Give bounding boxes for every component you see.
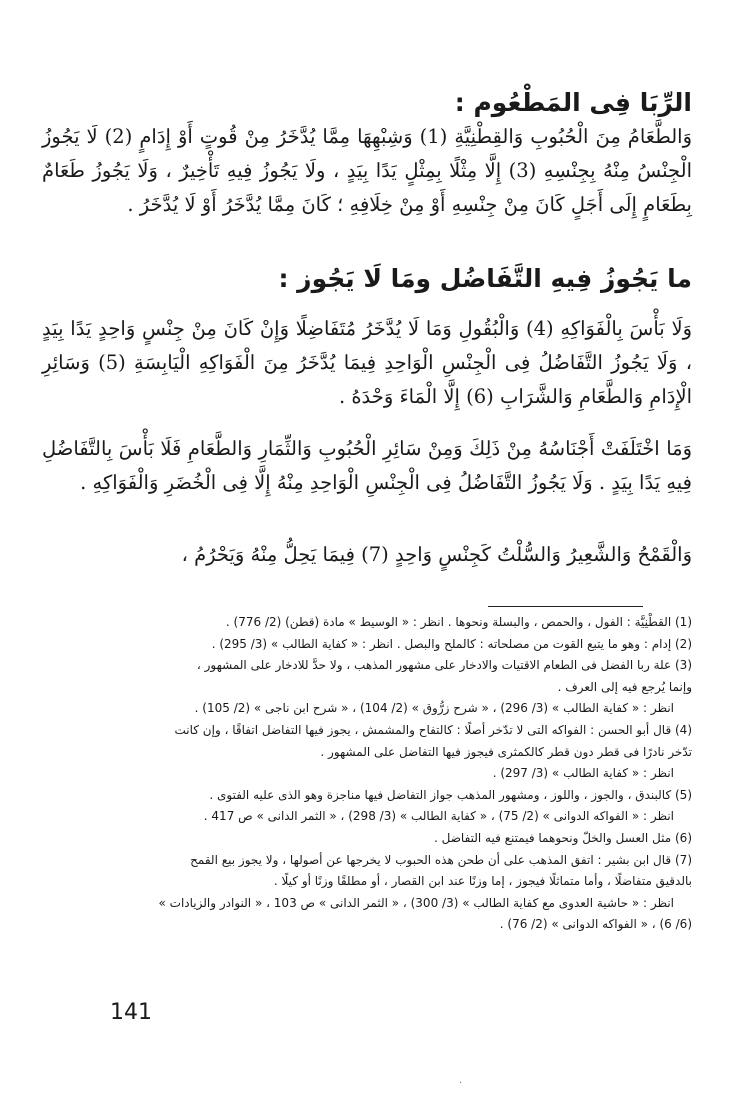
footnote-7-references-continuation: (6/ 6) ، « الفواكه الدوانى » (2/ 76) . — [499, 917, 692, 932]
footnote-3-continuation: وإنما يُرجع فيه إلى العرف . — [557, 679, 692, 694]
bottom-mark: · — [459, 1078, 463, 1089]
footnote-7-continuation: بالدقيق متفاضلًا ، وأما متماثلًا فيجوز ، إما وزنًا عند ابن القصار ، أو مطلقًا وزنًا أو كيلًا . — [273, 874, 692, 889]
footnote-4-references: انظر : « كفاية الطالب » (3/ 297) . — [492, 766, 674, 781]
page-number: 141 — [110, 1000, 152, 1025]
paragraph-food-riba: وَالطَّعَامُ مِنَ الْحُبُوبِ وَالقِطْنِيَّةِ (1) وَشِبْهِهَا مِمَّا يُدَّخَرُ مِنْ قُوتٍ أَوْ إِدَامٍ (2) لَا يَجُوزُ الْجِنْسُ مِنْهُ بِجِنْسِهِ (3) إِلَّا مِثْلًا بِمِثْلٍ يَدًا بِيَدٍ ، ولَا يَجُوزُ فِيهِ تَأْخِيرٌ ، وَلَا يَجُوزُ طَعَامٌ بِطَعَامٍ إِلَى أَجَلٍ كَانَ مِنْ جِنْسِهِ أَوْ مِنْ خِلَافِهِ ؛ كَانَ مِمَّا يُدَّخَرُ أَوْ لَا يُدَّخَرُ . — [42, 125, 692, 216]
footnote-5: (5) كالبندق ، والجوز ، واللوز ، ومشهور المذهب جواز التفاضل فيها مناجزة وهو الذى عليه الفتوى . — [209, 787, 692, 802]
footnote-separator — [488, 606, 643, 607]
footnote-3-references: انظر : « كفاية الطالب » (3/ 296) ، « شرح زرُّوق » (2/ 104) ، « شرح ابن ناجى » (2/ 105) . — [194, 701, 674, 716]
footnote-7-references: انظر : « حاشية العدوى مع كفاية الطالب » (3/ 300) ، « الثمر الدانى » ص 103 ، « النوادر والزيادات » — [158, 895, 674, 910]
footnote-1: (1) القطْنِيَّة : الفول ، والحمص ، والبسلة ونحوها . انظر : « الوسيط » مادة (قطن) (2/ 776) . — [225, 615, 692, 629]
paragraph-wheat-barley: وَالْقَمْحُ وَالشَّعِيرُ وَالسُّلْتُ كَجِنْسٍ وَاحِدٍ (7) فِيمَا يَحِلُّ مِنْهُ وَيَحْرُمُ ، — [181, 543, 692, 566]
footnotes — [42, 612, 692, 936]
section-heading-tafadul: ما يَجُوزُ فِيهِ التَّفَاضُل ومَا لَا يَجُوز : — [278, 264, 692, 293]
footnote-5-references: انظر : « الفواكه الدوانى » (2/ 75) ، « كفاية الطالب » (3/ 298) ، « الثمر الدانى » ص 417 . — [203, 809, 674, 824]
paragraph-kinds: وَمَا اخْتَلَفَتْ أَجْنَاسُهُ مِنْ ذَلِكَ وَمِنْ سَائِرِ الْحُبُوبِ وَالثِّمَارِ وَالطَّعَامِ فَلَا بَأْسَ بِالتَّفَاضُلِ فِيهِ يَدًا بِيَدٍ . وَلَا يَجُوزُ التَّفَاضُلُ فِى الْجِنْسِ الْوَاحِدِ مِنْهُ إِلَّا فِى الْخُضَرِ وَالْفَوَاكِهِ . — [42, 437, 692, 494]
section-heading-riba: الرِّبَا فِى المَطْعُوم : — [454, 88, 692, 117]
footnote-4-continuation: تدّخر نادرًا فى قطر دون قطر كالكمثرى فيجوز فيها التفاضل على المشهور . — [320, 744, 692, 759]
footnote-7: (7) قال ابن بشير : اتفق المذهب على أن طحن هذه الحبوب لا يخرجها عن أصولها ، ولا يجوز بيع القمح — [190, 852, 692, 867]
footnote-3: (3) علة ربا الفضل فى الطعام الاقتيات والادخار على مشهور المذهب ، ولا حدَّ للادخار على المشهور ، — [196, 658, 692, 673]
paragraph-fruits: وَلَا بَأْسَ بِالْفَوَاكِهِ (4) وَالْبُقُولِ وَمَا لَا يُدَّخَرُ مُتَفَاضِلًا وَإِنْ كَانَ مِنْ جِنْسٍ وَاحِدٍ يَدًا بِيَدٍ ، وَلَا يَجُوزُ التَّفَاضُلُ فِى الْجِنْسِ الْوَاحِدِ فِيمَا يُدَّخَرُ مِنَ الْفَوَاكِهِ الْيَابِسَةِ (5) وَسَائِرِ الْإِدَامِ وَالطَّعَامِ وَالشَّرَابِ (6) إِلَّا الْمَاءَ وَحْدَهُ . — [42, 317, 692, 408]
footnote-6: (6) مثل العسل والخلّ ونحوهما فيمتنع فيه التفاضل . — [434, 830, 692, 845]
footnote-2: (2) إدام : وهو ما يتبع القوت من مصلحاته : كالملح والبصل . انظر : « كفاية الطالب » (3/ 295) . — [211, 636, 692, 651]
footnote-4: (4) قال أبو الحسن : الفواكه التى لا تدّخر أصلًا : كالتفاح والمشمش ، يجوز فيها التفاضل اتفاقًا ، وإن كانت — [174, 722, 692, 737]
